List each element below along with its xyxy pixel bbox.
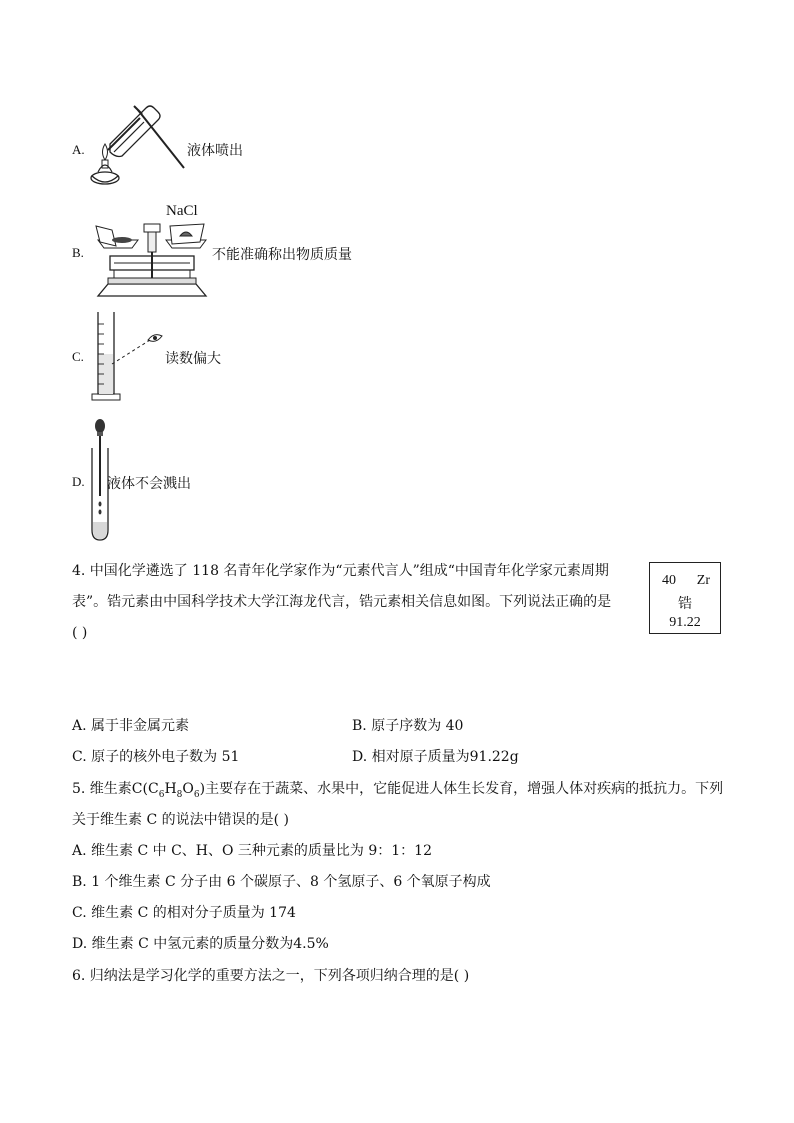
q4-option-d: D. 相对原子质量为91.22g [352,749,519,765]
q5-line-2: 关于维生素 C 的说法中错误的是( ) [72,812,289,828]
nacl-label: NaCl [166,203,198,219]
q4-option-b: B. 原子序数为 40 [352,718,464,734]
option-c-letter: C. [72,349,84,364]
option-c-caption: 读数偏大 [165,351,221,367]
q5-option-a: A. 维生素 C 中 C、H、O 三种元素的质量比为 9：1：12 [72,843,432,859]
atomic-number: 40 [662,573,676,588]
element-name: 锆 [678,596,692,612]
option-a-letter: A. [72,142,85,157]
option-b-caption: 不能准确称出物质质量 [212,247,352,263]
q4-option-a: A. 属于非金属元素 [72,718,190,734]
balance-figure [92,218,212,300]
option-b-letter: B. [72,245,84,260]
q5-option-b: B. 1 个维生素 C 分子由 6 个碳原子、8 个氢原子、6 个氧原子构成 [72,874,491,890]
q5-option-d: D. 维生素 C 中氢元素的质量分数为4.5% [72,936,329,952]
q5-line-1: 5. 维生素$C(C_6H_8O_6)$主要存在于蔬菜、水果中，它能促进人体生长发育，增强人体对疾病的抵抗力。下列 [72,781,724,800]
q4-line-3: ( ) [72,625,88,641]
element-symbol: Zr [696,573,710,588]
q5-option-c: C. 维生素 C 的相对分子质量为 174 [72,905,296,921]
q6-line-1: 6. 归纳法是学习化学的重要方法之一，下列各项归纳合理的是( ) [72,968,470,984]
q4-option-c: C. 原子的核外电子数为 51 [72,749,240,765]
q4-line-2: 表”。锆元素由中国科学技术大学江海龙代言，锆元素相关信息如图。下列说法正确的是 [72,594,612,610]
option-a-caption: 液体喷出 [187,143,243,159]
heating-tube-figure [88,98,188,193]
q4-line-1: 4. 中国化学遴选了 118 名青年化学家作为“元素代言人”组成“中国青年化学家元素周期 [72,563,609,579]
graduated-cylinder-figure [90,310,170,402]
atomic-mass: 91.22 [669,615,701,630]
element-card-zr [649,562,721,634]
option-d-letter: D. [72,474,85,489]
option-d-caption: 液体不会溅出 [107,476,191,492]
